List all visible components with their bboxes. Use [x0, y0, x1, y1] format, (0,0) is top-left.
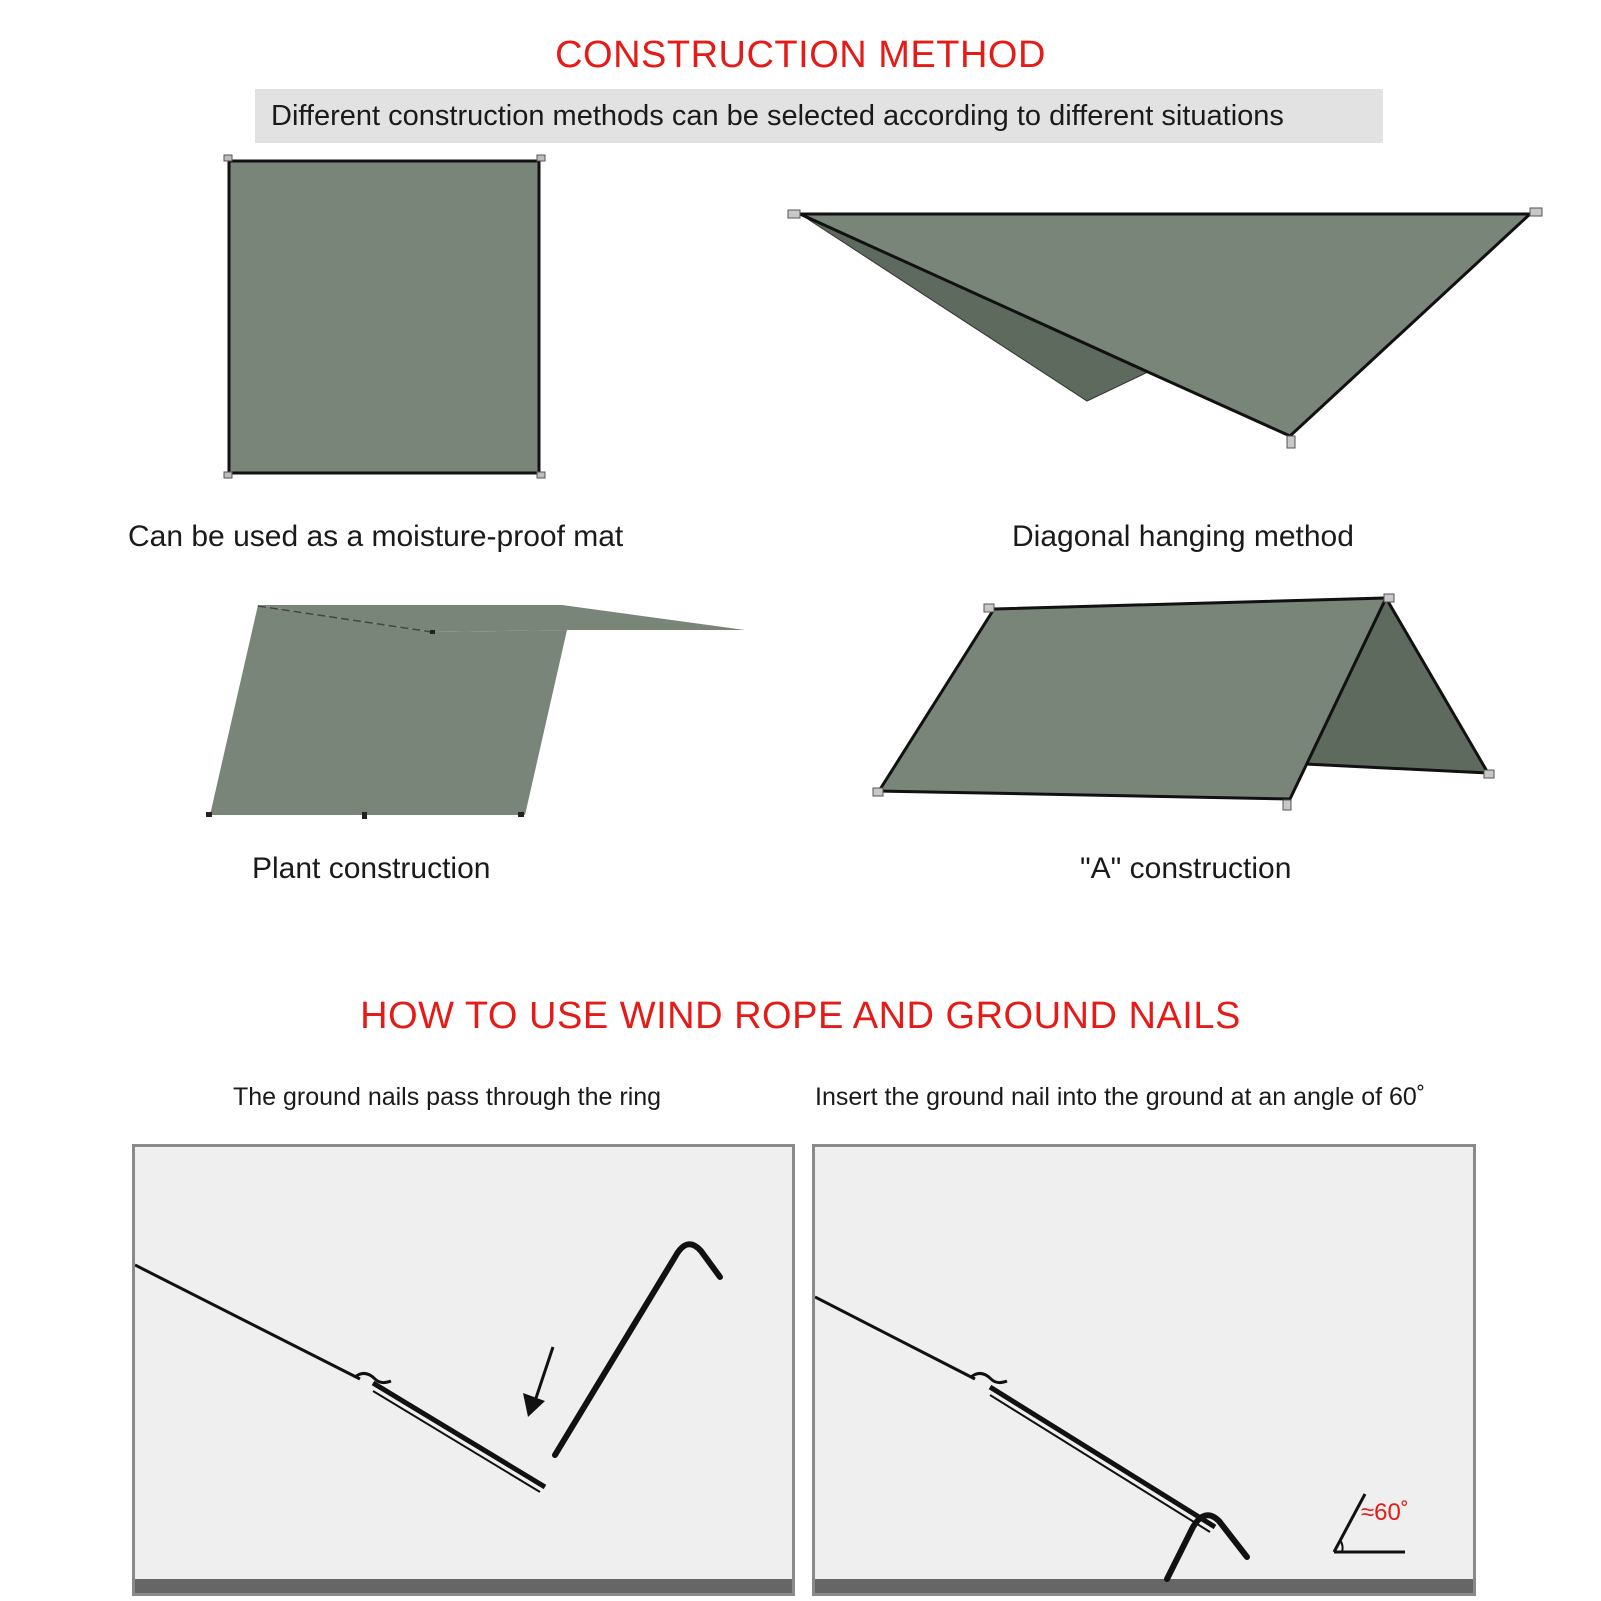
caption-diagonal-hanging: Diagonal hanging method	[1012, 520, 1354, 553]
nail-through-ring-drawing	[135, 1147, 795, 1596]
caption-plant-construction: Plant construction	[252, 852, 491, 885]
caption-nails-through-ring: The ground nails pass through the ring	[233, 1083, 662, 1111]
angle-label: ≈60˚	[1361, 1499, 1409, 1526]
panel-insert-60-degree	[812, 1144, 1476, 1596]
construction-method-title: CONSTRUCTION METHOD	[555, 34, 1046, 76]
insert-60-degree-drawing	[815, 1147, 1476, 1596]
caption-a-construction: "A" construction	[1080, 852, 1292, 885]
subtitle-text: Different construction methods can be selected according to different situations	[271, 100, 1284, 132]
panel-nail-through-ring	[132, 1144, 795, 1596]
wind-rope-title: HOW TO USE WIND ROPE AND GROUND NAILS	[360, 995, 1241, 1037]
caption-moisture-proof-mat: Can be used as a moisture-proof mat	[128, 520, 624, 553]
subtitle-bar	[255, 89, 1383, 143]
caption-insert-at-60: Insert the ground nail into the ground at an angle of 60˚	[815, 1083, 1426, 1111]
